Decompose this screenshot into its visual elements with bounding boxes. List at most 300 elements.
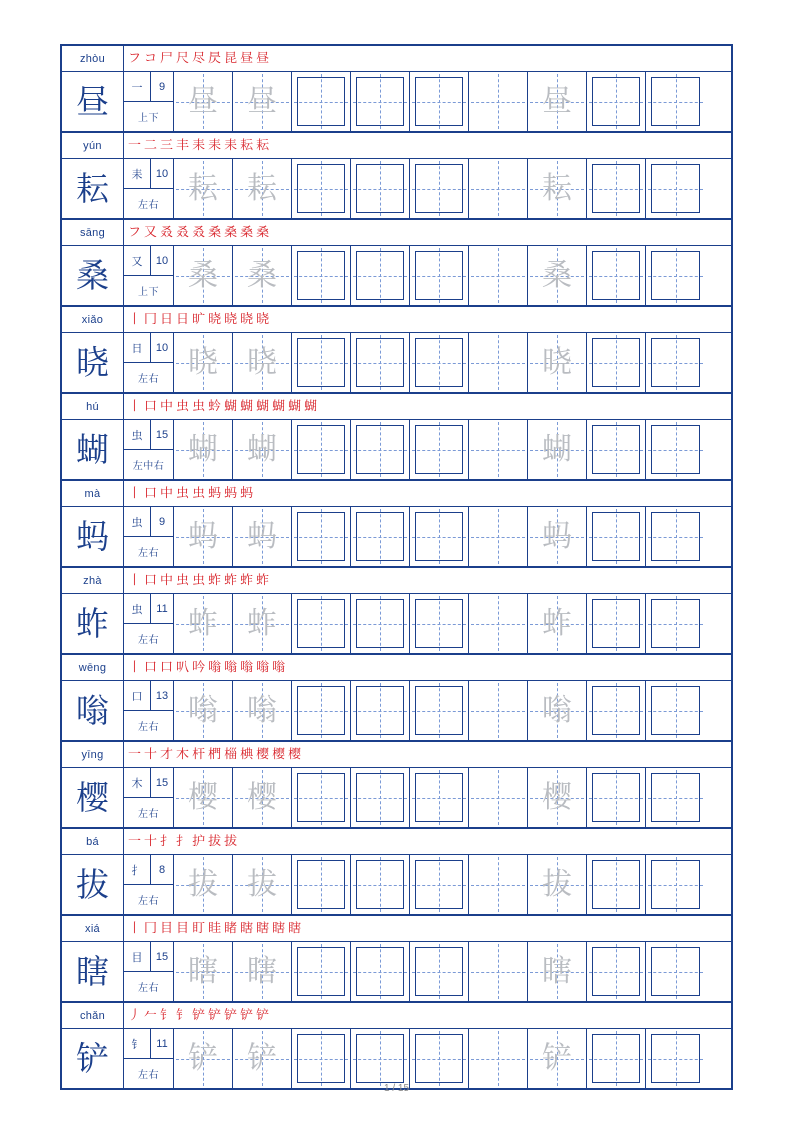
practice-cell[interactable]	[528, 855, 587, 914]
practice-cell[interactable]	[528, 246, 587, 305]
guide-line-horizontal	[471, 1059, 525, 1060]
stroke-step: 虫	[192, 573, 206, 588]
stroke-step: 椚	[208, 747, 222, 762]
stroke-count-label: 10	[155, 341, 169, 354]
stroke-step: 拔	[224, 834, 238, 849]
stroke-step: 叒	[160, 225, 174, 240]
stroke-step: 樱	[272, 747, 286, 762]
practice-cell[interactable]	[174, 72, 233, 131]
ghost-character: 瞎	[247, 953, 277, 989]
ghost-character: 桑	[188, 257, 218, 293]
inner-box	[415, 512, 463, 561]
practice-cell[interactable]	[351, 855, 410, 914]
inner-box	[651, 773, 700, 822]
stroke-order-row	[62, 481, 731, 507]
stroke-sequence	[124, 394, 731, 419]
practice-cell[interactable]	[351, 942, 410, 1001]
stroke-step: 桑	[208, 225, 222, 240]
inner-box	[415, 947, 463, 996]
practice-cell[interactable]	[410, 420, 469, 479]
practice-cell[interactable]	[233, 72, 292, 131]
practice-cell[interactable]	[233, 594, 292, 653]
stroke-count-label: 15	[155, 950, 169, 963]
ghost-character: 铲	[188, 1040, 218, 1076]
practice-cell[interactable]	[410, 507, 469, 566]
practice-cell[interactable]	[410, 768, 469, 827]
practice-cell[interactable]	[292, 159, 351, 218]
stroke-step: フ	[128, 51, 142, 66]
pinyin-label: yún	[62, 133, 124, 158]
stroke-step: 丿	[128, 1008, 142, 1023]
stroke-step: 晓	[208, 312, 222, 327]
practice-cell[interactable]	[233, 1029, 292, 1088]
inner-box	[415, 1034, 463, 1083]
ghost-character: 昼	[188, 83, 218, 119]
stroke-count-label: 8	[158, 863, 166, 876]
writing-row	[62, 333, 731, 392]
practice-cell[interactable]	[469, 420, 528, 479]
stroke-step: 盯	[192, 921, 206, 936]
stroke-count-label: 13	[155, 689, 169, 702]
target-character: 拔	[62, 855, 124, 914]
practice-cell[interactable]	[528, 594, 587, 653]
stroke-step: 樱	[256, 747, 270, 762]
practice-cell[interactable]	[646, 420, 705, 479]
radical-label: 目	[124, 942, 151, 971]
target-character: 樱	[62, 768, 124, 827]
guide-line-horizontal	[471, 276, 525, 277]
inner-box	[356, 686, 404, 735]
practice-cell[interactable]	[410, 333, 469, 392]
guide-line-horizontal	[471, 450, 525, 451]
target-character: 昼	[62, 72, 124, 131]
writing-row	[62, 507, 731, 566]
practice-cell[interactable]	[351, 246, 410, 305]
stroke-step: コ	[144, 51, 158, 66]
stroke-step: 桑	[256, 225, 270, 240]
stroke-step: 耒	[208, 138, 222, 153]
inner-box	[651, 599, 700, 648]
ghost-character: 铲	[247, 1040, 277, 1076]
stroke-step: 日	[160, 312, 174, 327]
practice-cell[interactable]	[351, 159, 410, 218]
structure-label: 左右	[138, 200, 159, 211]
character-block	[62, 220, 731, 307]
inner-box	[651, 686, 700, 735]
practice-cell[interactable]	[528, 942, 587, 1001]
inner-box	[297, 338, 345, 387]
character-block	[62, 481, 731, 568]
ghost-character: 嗡	[188, 692, 218, 728]
stroke-step: 口	[144, 660, 158, 675]
inner-box	[415, 164, 463, 213]
inner-box	[297, 425, 345, 474]
stroke-step: 瞎	[288, 921, 302, 936]
stroke-step: 十	[144, 834, 158, 849]
pinyin-label: zhà	[62, 568, 124, 593]
practice-cell[interactable]	[587, 768, 646, 827]
radical-label: 口	[124, 681, 151, 710]
stroke-step: 口	[144, 399, 158, 414]
stroke-step: 瞎	[272, 921, 286, 936]
practice-cell[interactable]	[174, 1029, 233, 1088]
practice-cell[interactable]	[292, 942, 351, 1001]
stroke-step: 瞎	[256, 921, 270, 936]
practice-cell[interactable]	[469, 333, 528, 392]
practice-cell[interactable]	[174, 159, 233, 218]
stroke-sequence	[124, 655, 731, 680]
stroke-step: 铲	[240, 1008, 254, 1023]
stroke-step: 蝴	[288, 399, 302, 414]
stroke-step: 护	[192, 834, 206, 849]
practice-cell[interactable]	[410, 72, 469, 131]
pinyin-label: wēng	[62, 655, 124, 680]
radical-label: 又	[124, 246, 151, 275]
practice-cell[interactable]	[587, 855, 646, 914]
practice-cell[interactable]	[233, 420, 292, 479]
guide-line-horizontal	[471, 189, 525, 190]
practice-cell[interactable]	[646, 855, 705, 914]
structure-label: 左右	[138, 983, 159, 994]
stroke-count-label: 15	[155, 776, 169, 789]
inner-box	[651, 338, 700, 387]
practice-cell[interactable]	[587, 246, 646, 305]
practice-cell[interactable]	[292, 594, 351, 653]
ghost-character: 桑	[247, 257, 277, 293]
practice-cell[interactable]	[410, 855, 469, 914]
stroke-step: 叒	[176, 225, 190, 240]
stroke-step: 目	[176, 921, 190, 936]
practice-cell[interactable]	[469, 855, 528, 914]
practice-cell[interactable]	[646, 594, 705, 653]
stroke-step: 二	[144, 138, 158, 153]
practice-cell[interactable]	[410, 159, 469, 218]
practice-cell[interactable]	[292, 72, 351, 131]
target-character: 蝴	[62, 420, 124, 479]
practice-cell[interactable]	[410, 246, 469, 305]
writing-row	[62, 72, 731, 131]
radical-label: 木	[124, 768, 151, 797]
practice-cell[interactable]	[351, 681, 410, 740]
stroke-step: 钅	[160, 1008, 174, 1023]
stroke-order-row	[62, 829, 731, 855]
writing-row	[62, 768, 731, 827]
practice-cell[interactable]	[233, 681, 292, 740]
inner-box	[592, 599, 640, 648]
stroke-step: 中	[160, 486, 174, 501]
practice-cell[interactable]	[174, 507, 233, 566]
target-character: 晓	[62, 333, 124, 392]
stroke-step: 虫	[176, 486, 190, 501]
stroke-order-row	[62, 133, 731, 159]
practice-cell[interactable]	[351, 420, 410, 479]
practice-cell[interactable]	[587, 1029, 646, 1088]
stroke-step: 昼	[256, 51, 270, 66]
stroke-count-label: 9	[158, 515, 166, 528]
practice-cell[interactable]	[469, 246, 528, 305]
stroke-step: 瞎	[240, 921, 254, 936]
structure-label: 左右	[138, 548, 159, 559]
stroke-step: 丨	[128, 573, 142, 588]
practice-cell[interactable]	[528, 333, 587, 392]
inner-box	[356, 425, 404, 474]
practice-cell[interactable]	[233, 159, 292, 218]
stroke-step: 日	[176, 312, 190, 327]
stroke-step: 晓	[256, 312, 270, 327]
writing-row	[62, 246, 731, 305]
ghost-character: 嗡	[542, 692, 572, 728]
practice-cell[interactable]	[587, 681, 646, 740]
practice-cell[interactable]	[646, 1029, 705, 1088]
radical-label: 钅	[124, 1029, 151, 1058]
practice-cell[interactable]	[410, 594, 469, 653]
inner-box	[592, 164, 640, 213]
stroke-order-row	[62, 742, 731, 768]
inner-box	[592, 425, 640, 474]
stroke-step: 目	[160, 921, 174, 936]
practice-cell[interactable]	[528, 768, 587, 827]
stroke-step: 蚱	[240, 573, 254, 588]
stroke-sequence	[124, 307, 731, 332]
stroke-step: 又	[144, 225, 158, 240]
stroke-step: 嗡	[208, 660, 222, 675]
practice-cell[interactable]	[469, 594, 528, 653]
pinyin-label: xiá	[62, 916, 124, 941]
practice-cell[interactable]	[351, 507, 410, 566]
practice-cell[interactable]	[174, 594, 233, 653]
practice-cell[interactable]	[587, 942, 646, 1001]
character-info	[124, 507, 174, 566]
stroke-step: 蚂	[240, 486, 254, 501]
inner-box	[297, 773, 345, 822]
practice-cell[interactable]	[410, 942, 469, 1001]
practice-cell[interactable]	[292, 768, 351, 827]
stroke-step: 蚂	[208, 486, 222, 501]
stroke-step: 旷	[192, 312, 206, 327]
radical-label: 一	[124, 72, 151, 101]
practice-cell[interactable]	[174, 246, 233, 305]
practice-cell[interactable]	[292, 246, 351, 305]
practice-cell[interactable]	[233, 855, 292, 914]
practice-cell[interactable]	[587, 159, 646, 218]
character-info	[124, 420, 174, 479]
practice-cell[interactable]	[469, 942, 528, 1001]
practice-cell[interactable]	[646, 246, 705, 305]
practice-cell[interactable]	[528, 159, 587, 218]
inner-box	[297, 164, 345, 213]
ghost-character: 蚱	[542, 605, 572, 641]
target-character: 瞎	[62, 942, 124, 1001]
practice-cell[interactable]	[292, 420, 351, 479]
stroke-sequence	[124, 133, 731, 158]
target-character: 耘	[62, 159, 124, 218]
stroke-step: 才	[160, 747, 174, 762]
stroke-step: 蝴	[304, 399, 318, 414]
character-block	[62, 829, 731, 916]
practice-cell[interactable]	[233, 246, 292, 305]
practice-cell[interactable]	[528, 681, 587, 740]
stroke-step: 虫	[176, 399, 190, 414]
stroke-step: 蚂	[224, 486, 238, 501]
practice-cell[interactable]	[646, 681, 705, 740]
page-number: 1 / 15	[383, 1083, 410, 1094]
practice-cell[interactable]	[174, 420, 233, 479]
stroke-count-label: 10	[155, 167, 169, 180]
practice-cell[interactable]	[174, 681, 233, 740]
practice-cell[interactable]	[410, 1029, 469, 1088]
guide-line-horizontal	[471, 972, 525, 973]
practice-cell[interactable]	[351, 1029, 410, 1088]
character-block	[62, 133, 731, 220]
practice-cell[interactable]	[233, 507, 292, 566]
ghost-character: 晓	[188, 344, 218, 380]
practice-cell[interactable]	[469, 1029, 528, 1088]
practice-cell[interactable]	[351, 768, 410, 827]
practice-cell[interactable]	[469, 72, 528, 131]
stroke-step: 冂	[144, 312, 158, 327]
inner-box	[651, 251, 700, 300]
stroke-step: 嗡	[240, 660, 254, 675]
radical-label: 耒	[124, 159, 151, 188]
practice-cell[interactable]	[174, 855, 233, 914]
practice-cell[interactable]	[292, 1029, 351, 1088]
ghost-character: 蝴	[188, 431, 218, 467]
stroke-order-row	[62, 916, 731, 942]
stroke-step: 樱	[288, 747, 302, 762]
stroke-step: 𠂉	[144, 1008, 158, 1023]
practice-cell[interactable]	[410, 681, 469, 740]
practice-cell[interactable]	[351, 72, 410, 131]
practice-cell[interactable]	[469, 681, 528, 740]
ghost-character: 嗡	[247, 692, 277, 728]
ghost-character: 樱	[188, 779, 218, 815]
target-character: 蚱	[62, 594, 124, 653]
practice-cell[interactable]	[292, 681, 351, 740]
stroke-step: 口	[144, 486, 158, 501]
practice-cell[interactable]	[528, 72, 587, 131]
practice-cell[interactable]	[528, 420, 587, 479]
practice-cell[interactable]	[351, 333, 410, 392]
structure-label: 左右	[138, 722, 159, 733]
practice-cell[interactable]	[469, 159, 528, 218]
stroke-step: 耒	[224, 138, 238, 153]
practice-cell[interactable]	[646, 942, 705, 1001]
ghost-character: 蚂	[542, 518, 572, 554]
pinyin-label: chǎn	[62, 1003, 124, 1028]
practice-cell[interactable]	[587, 333, 646, 392]
stroke-count-label: 10	[155, 254, 169, 267]
inner-box	[356, 77, 404, 126]
stroke-step: 嗡	[224, 660, 238, 675]
practice-cell[interactable]	[174, 942, 233, 1001]
inner-box	[297, 599, 345, 648]
practice-cell[interactable]	[174, 333, 233, 392]
practice-cell[interactable]	[292, 855, 351, 914]
inner-box	[356, 164, 404, 213]
stroke-step: 椔	[224, 747, 238, 762]
inner-box	[356, 860, 404, 909]
ghost-character: 拔	[188, 866, 218, 902]
practice-cell[interactable]	[646, 72, 705, 131]
guide-line-horizontal	[471, 624, 525, 625]
stroke-step: 叒	[192, 225, 206, 240]
practice-cell[interactable]	[351, 594, 410, 653]
practice-cell[interactable]	[528, 1029, 587, 1088]
guide-line-horizontal	[471, 102, 525, 103]
practice-cell[interactable]	[587, 507, 646, 566]
ghost-character: 蝴	[247, 431, 277, 467]
stroke-step: 丨	[128, 660, 142, 675]
practice-cell[interactable]	[233, 333, 292, 392]
stroke-step: 晓	[224, 312, 238, 327]
practice-cell[interactable]	[587, 72, 646, 131]
practice-cell[interactable]	[646, 159, 705, 218]
ghost-character: 蚱	[247, 605, 277, 641]
stroke-step: 木	[176, 747, 190, 762]
stroke-step: 丰	[176, 138, 190, 153]
character-info	[124, 855, 174, 914]
stroke-step: 蚱	[256, 573, 270, 588]
character-block	[62, 46, 731, 133]
stroke-order-row	[62, 394, 731, 420]
practice-cell[interactable]	[646, 333, 705, 392]
inner-box	[356, 1034, 404, 1083]
ghost-character: 樱	[542, 779, 572, 815]
ghost-character: 拔	[247, 866, 277, 902]
practice-cell[interactable]	[646, 768, 705, 827]
practice-cell[interactable]	[292, 507, 351, 566]
practice-cell[interactable]	[587, 420, 646, 479]
stroke-step: 铲	[208, 1008, 222, 1023]
inner-box	[651, 512, 700, 561]
stroke-step: 尸	[160, 51, 174, 66]
practice-cell[interactable]	[528, 507, 587, 566]
target-character: 蚂	[62, 507, 124, 566]
inner-box	[415, 338, 463, 387]
inner-box	[592, 773, 640, 822]
stroke-step: 晓	[240, 312, 254, 327]
stroke-sequence	[124, 568, 731, 593]
practice-cell[interactable]	[469, 507, 528, 566]
radical-label: 虫	[124, 507, 151, 536]
practice-cell[interactable]	[587, 594, 646, 653]
practice-cell[interactable]	[174, 768, 233, 827]
stroke-step: 中	[160, 573, 174, 588]
inner-box	[297, 1034, 345, 1083]
writing-row	[62, 159, 731, 218]
stroke-step: 一	[128, 747, 142, 762]
practice-cell[interactable]	[646, 507, 705, 566]
practice-cell[interactable]	[233, 768, 292, 827]
practice-cell[interactable]	[292, 333, 351, 392]
practice-cell[interactable]	[233, 942, 292, 1001]
stroke-step: 虫	[192, 399, 206, 414]
structure-label: 上下	[138, 287, 159, 298]
writing-row	[62, 420, 731, 479]
inner-box	[415, 425, 463, 474]
inner-box	[651, 425, 700, 474]
pinyin-label: yīng	[62, 742, 124, 767]
practice-cell[interactable]	[469, 768, 528, 827]
stroke-step: 耒	[192, 138, 206, 153]
inner-box	[651, 1034, 700, 1083]
inner-box	[592, 512, 640, 561]
character-info	[124, 159, 174, 218]
target-character: 嗡	[62, 681, 124, 740]
radical-label: 日	[124, 333, 151, 362]
stroke-step: 蚙	[208, 399, 222, 414]
guide-line-horizontal	[471, 885, 525, 886]
